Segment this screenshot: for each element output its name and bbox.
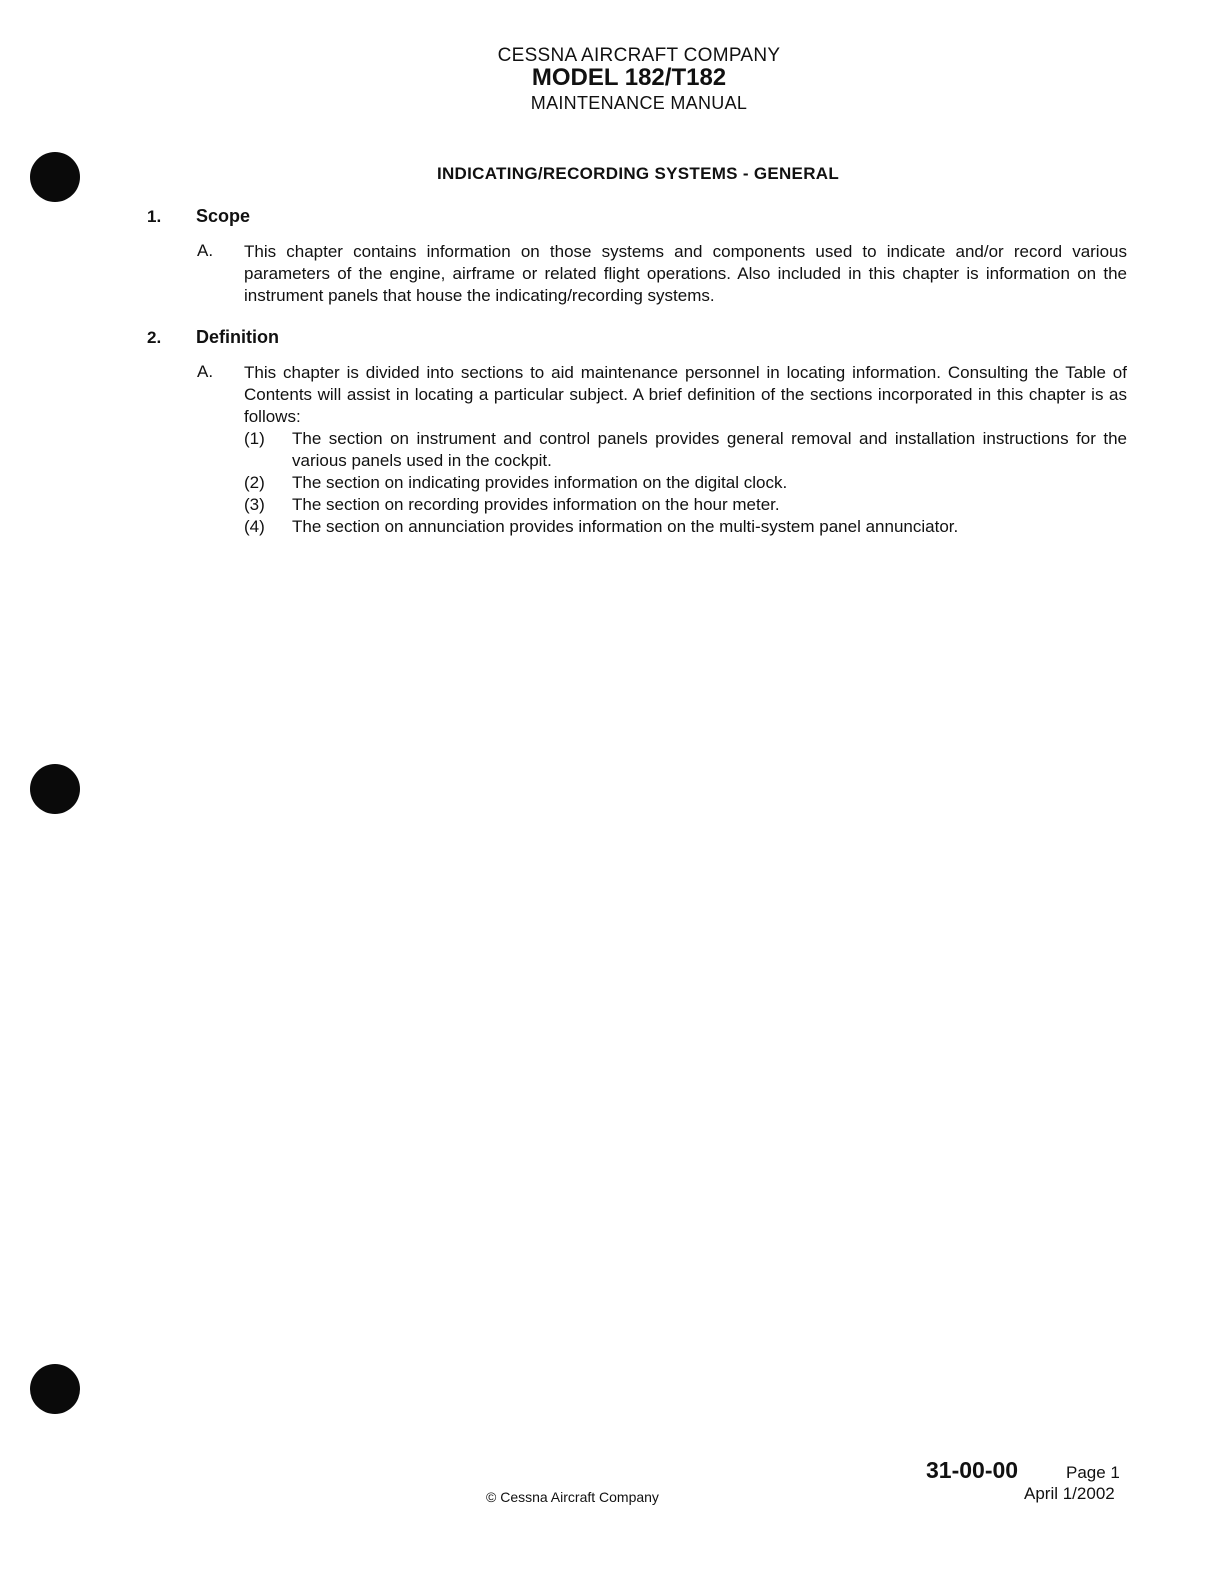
header-manual: MAINTENANCE MANUAL	[530, 93, 748, 113]
punch-hole-middle	[30, 764, 80, 814]
section-2-number: 2.	[147, 328, 162, 347]
list-item-text: The section on recording provides information on the hour meter.	[292, 495, 780, 514]
section-1-title: Scope	[196, 206, 251, 226]
section-1-number: 1.	[147, 207, 162, 226]
section-2-title: Definition	[196, 327, 279, 347]
page-title: INDICATING/RECORDING SYSTEMS - GENERAL	[436, 164, 840, 183]
section-1-paragraph-letter: A.	[197, 241, 214, 260]
list-item-number: (4)	[244, 517, 265, 536]
footer-copyright: © Cessna Aircraft Company	[486, 1489, 659, 1505]
list-item-text: The section on instrument and control panels provides general removal and installation instructions for the various panels used in the cockpit.	[292, 429, 1127, 470]
header-company: CESSNA AIRCRAFT COMPANY	[497, 45, 781, 66]
section-2-paragraph-letter: A.	[197, 362, 214, 381]
list-item-text: The section on annunciation provides information on the multi-system panel annunciator.	[292, 517, 959, 536]
footer-page-number: Page 1	[1066, 1463, 1120, 1482]
punch-hole-bottom	[30, 1364, 80, 1414]
list-item-text: The section on indicating provides information on the digital clock.	[292, 473, 788, 492]
list-item-number: (2)	[244, 473, 265, 492]
footer-date: April 1/2002	[1024, 1484, 1115, 1503]
list-item-number: (3)	[244, 495, 265, 514]
section-1-paragraph-text: This chapter contains information on those systems and components used to indicate and/or record various parameters of the engine, airframe or related flight operations. Also included in this chapter is information on the instrument panels that house the indicating/recording systems.	[244, 242, 1127, 305]
footer-chapter-code: 31-00-00	[926, 1457, 1019, 1483]
section-2-paragraph-text: This chapter is divided into sections to aid maintenance personnel in locating information. Consulting the Table of Contents will assist in locating a particular subject. A brief definition of the sections incorporated in this chapter is as follows:	[244, 363, 1127, 426]
list-item-number: (1)	[244, 429, 265, 448]
header-model: MODEL 182/T182	[531, 64, 727, 91]
